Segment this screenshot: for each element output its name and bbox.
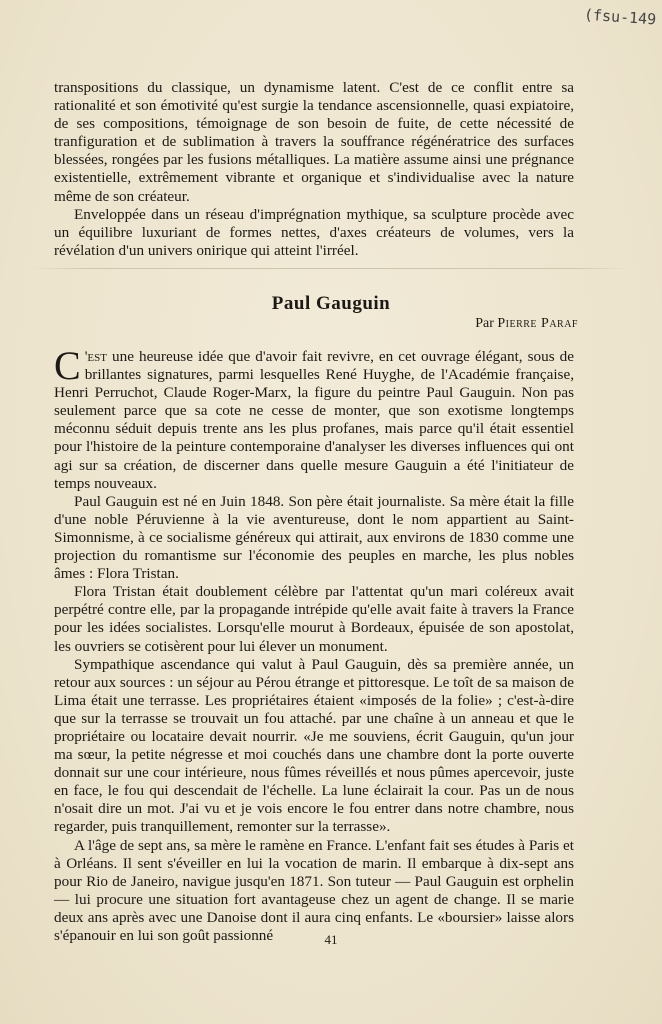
article-paragraph: Paul Gauguin est né en Juin 1848. Son père était journaliste. Sa mère était la fille d'une noble Péruvienne à la vie aventureuse, dont le nom appartient au Saint-Simonnisme, à ce socialisme généreux qui attirait, aux environs de 1830 comme une projection du romantisme sur l'économie des peuples en marche, les plus nobles âmes : Flora Tristan. xyxy=(54,492,574,583)
byline-author: Pierre Paraf xyxy=(497,316,578,331)
article-body xyxy=(54,343,574,945)
section-divider xyxy=(30,268,630,269)
first-word: 'est xyxy=(84,348,107,365)
article-paragraph: A l'âge de sept ans, sa mère le ramène en France. L'enfant fait ses études à Paris et à Orléans. Il sent s'éveiller en lui la vocation de marin. Il embarque à dix-sept ans pour Rio de Janeiro, navigue jusqu'en 1871. Son tuteur — Paul Gauguin est orphelin — lui procure une situation fort avantageuse chez un agent de change. Il se marie deux ans après avec une Danoise dont il aura cinq enfants. Le «boursier» laisse alors s'épanouir en lui son goût passionné xyxy=(54,836,574,944)
intro-paragraph: transpositions du classique, un dynamisme latent. C'est de ce conflit entre sa rationalité et son émotivité qu'est surgie la tendance ascensionnelle, quasi expiatoire, de ses compositions, témoignage de son besoin de fuite, de cette nécessité de tranfiguration et de sublimation à travers la souffrance régénératrice des surfaces blessées, rongées par les fusions métalliques. La matière assume ainsi une prégnance existentielle, extrêmement vibrante et organique et s'individualise avec la nature même de son créateur. xyxy=(54,79,574,205)
handwritten-annotation: (fsu-149 xyxy=(583,5,657,29)
page-number: 41 xyxy=(324,932,338,947)
paragraph-text: une heureuse idée que d'avoir fait revivre, en cet ouvrage élégant, sous de brillantes signatures, parmi lesquelles René Huyghe, de l'Académie française, Henri Perruchot, Claude Roger-Marx, la figure du peintre Paul Gauguin. Non pas seulement parce que sa cote ne cesse de monter, que son exotisme longtemps méconnu séduit depuis trente ans les plus profanes, mais parce qu'il était essentiel pour l'histoire de la peinture contemporaine d'analyser les diverses influences qui ont agi sur sa création, de discerner dans quelle mesure Gauguin a été l'initiateur de temps nouveaux. xyxy=(54,348,574,492)
intro-text xyxy=(54,79,574,260)
byline-prefix: Par xyxy=(475,316,494,331)
intro-paragraph: Enveloppée dans un réseau d'imprégnation mythique, sa sculpture procède avec un équilibre luxuriant de formes nettes, d'axes créateurs de volumes, vers la révélation d'un univers onirique qui atteint l'irréel. xyxy=(54,205,574,259)
article-paragraph: Flora Tristan était doublement célèbre par l'attentat qu'un mari coléreux avait perpétré contre elle, par la propagande intrépide qu'elle avait faite à travers la France pour les idées socialistes. Lorsqu'elle mourut à Bordeaux, épuisée de son apostolat, les ouvriers se cotisèrent pour lui élever un monument. xyxy=(54,583,574,655)
article-title: Paul Gauguin xyxy=(271,293,391,314)
article-byline xyxy=(475,316,578,332)
article-paragraph: Sympathique ascendance qui valut à Paul Gauguin, dès sa première année, un retour aux sources : un séjour au Pérou étrange et pittoresque. Le toît de sa maison de Lima était une terrasse. Les propriétaires étaient «imposés de la folie» ; c'est-à-dire que sur la terrasse se trouvait un fou attaché. par une chaîne à un anneau et que le propriétaire ou locataire devait nourrir. «Je me souviens, écrit Gauguin, qu'un jour ma sœur, la petite négresse et moi couchés dans une chambre dont la porte ouverte donnait sur une cour intérieure, nous fûmes réveillés et nous pûmes apercevoir, juste en face, le fou qui descendait de l'échelle. La lune éclairait la cour. Pas un de nous n'osait dire un mot. J'ai vu et je vois encore le fou entrer dans notre chambre, nous regarder, puis tranquillement, remonter sur la terrasse». xyxy=(54,655,574,836)
article-paragraph xyxy=(54,343,574,493)
drop-cap: C xyxy=(54,343,81,388)
